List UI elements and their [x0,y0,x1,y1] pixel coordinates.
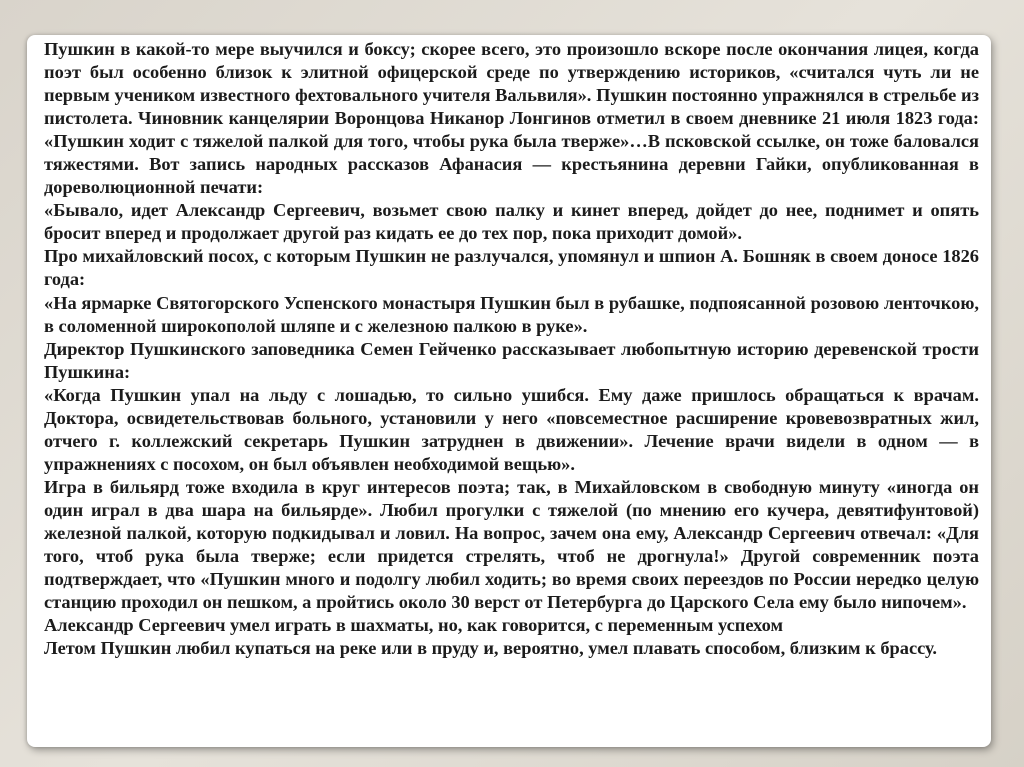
paragraph-6: «Когда Пушкин упал на льду с лошадью, то сильно ушибся. Ему даже пришлось обращаться к врачам. Доктора, освидетельствовав больного, установили у него «повсеместное расширение кровевозвратных жил, отчего г. коллежский секретарь Пушкин затруднен в движении». Лечение врачи видели в одном — в упражнениях с посохом, он был объявлен необходимой вещью». [44,384,979,474]
paragraph-1: Пушкин в какой-то мере выучился и боксу; скорее всего, это произошло вскоре после окончания лицея, когда поэт был особенно близок к элитной офицерской среде по утверждению историков, «считался чуть ли не первым учеником известного фехтовального учителя Вальвиля». Пушкин постоянно упражнялся в стрельбе из пистолета. Чиновник канцелярии Воронцова Никанор Лонгинов отметил в своем дневнике 21 июля 1823 года: «Пушкин ходит с тяжелой палкой для того, чтобы рука была тверже»…В псковской ссылке, он тоже баловался тяжестями. Вот запись народных рассказов Афанасия — крестьянина деревни Гайки, опубликованная в дореволюционной печати: [44,39,979,198]
paragraph-9: Летом Пушкин любил купаться на реке или в пруду и, вероятно, умел плавать способом, близким к брассу. [44,638,937,659]
paragraph-3: Про михайловский посох, с которым Пушкин не разлучался, упомянул и шпион А. Бошняк в своем доносе 1826 года: [44,246,979,290]
paragraph-8: Александр Сергеевич умел играть в шахматы, но, как говорится, с переменным успехом [44,615,784,636]
paragraph-4: «На ярмарке Святогорского Успенского монастыря Пушкин был в рубашке, подпоясанной розовою ленточкою, в соломенной широкополой шляпе и с железною палкою в руке». [44,292,979,336]
paragraph-2: «Бывало, идет Александр Сергеевич, возьмет свою палку и кинет вперед, дойдет до нее, поднимет и опять бросит вперед и продолжает другой раз кидать ее до тех пор, пока приходит домой». [44,200,979,244]
paragraph-5: Директор Пушкинского заповедника Семен Гейченко рассказывает любопытную историю деревенской трости Пушкина: [44,338,979,382]
slide-text [44,38,979,660]
paragraph-7: Игра в бильярд тоже входила в круг интересов поэта; так, в Михайловском в свободную минуту «иногда он один играл в два шара на бильярде». Любил прогулки с тяжелой (по мнению его кучера, девятифунтовой) железной палкой, которую подкидывал и ловил. На вопрос, зачем она ему, Александр Сергеевич отвечал: «Для того, чтоб рука была тверже; если придется стрелять, чтоб не дрогнула!» Другой современник поэта подтверждает, что «Пушкин много и подолгу любил ходить; во время своих переездов по России нередко целую станцию проходил он пешком, а пройтись около 30 верст от Петербурга до Царского Села ему было нипочем». [44,476,979,613]
